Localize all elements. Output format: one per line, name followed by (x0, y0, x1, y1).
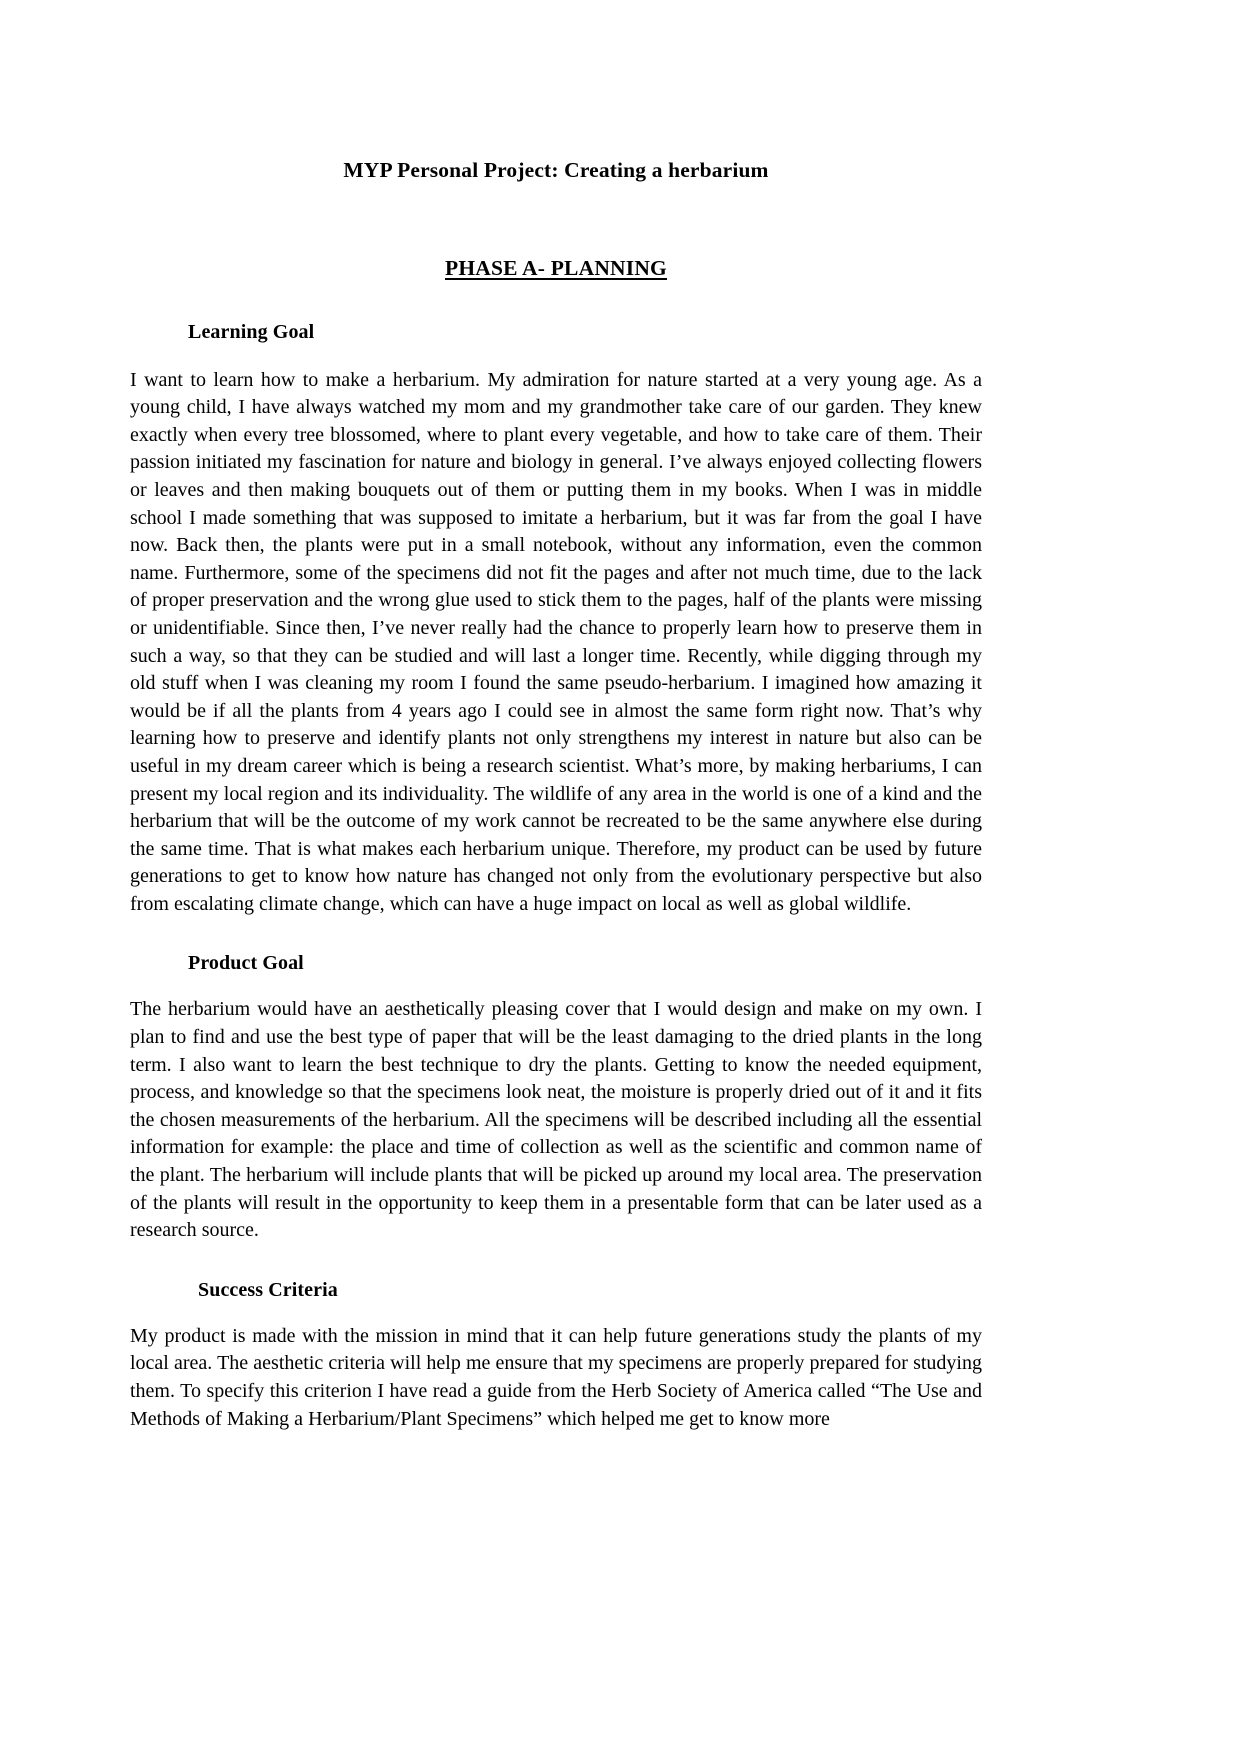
page-title: MYP Personal Project: Creating a herbarium (343, 158, 769, 182)
section-body-product-goal: The herbarium would have an aesthetically pleasing cover that I would design and make on my own. I plan to find and use the best type of paper that will be the least damaging to the dried plants in the long term. I also want to learn the best technique to dry the plants. Getting to know the needed equipment, process, and knowledge so that the specimens look neat, the moisture is properly dried out of it and it fits the chosen measurements of the herbarium. All the specimens will be described including all the essential information for example: the place and time of collection as well as the scientific and common name of the plant. The herbarium will include plants that will be picked up around my local area. The preservation of the plants will result in the opportunity to keep them in a presentable form that can be later used as a research source. (130, 998, 982, 1242)
document-content (130, 0, 982, 1433)
section-heading-success-criteria: Success Criteria (198, 1278, 338, 1301)
section-body-success-criteria: My product is made with the mission in mind that it can help future generations study the plants of my local area. The aesthetic criteria will help me ensure that my specimens are properly prepared for studying them. To specify this criterion I have read a guide from the Herb Society of America called “The Use and Methods of Making a Herbarium/Plant Specimens” which helped me get to know more (130, 1324, 982, 1430)
section-heading-product-goal: Product Goal (188, 952, 304, 975)
section-body-learning-goal: I want to learn how to make a herbarium. My admiration for nature started at a very young age. As a young child, I have always watched my mom and my grandmother take care of our garden. They knew exactly when every tree blossomed, where to plant every vegetable, and how to take care of them. Their passion initiated my fascination for nature and biology in general. I’ve always enjoyed collecting flowers or leaves and then making bouquets out of them or putting them in my books. When I was in middle school I made something that was supposed to imitate a herbarium, but it was far from the goal I have now. Back then, the plants were put in a small notebook, without any information, even the common name. Furthermore, some of the specimens did not fit the pages and after not much time, due to the lack of proper preservation and the wrong glue used to stick them to the pages, half of the plants were missing or unidentifiable. Since then, I’ve never really had the chance to properly learn how to preserve them in such a way, so that they can be studied and will last a longer time. Recently, while digging through my old stuff when I was cleaning my room I found the same pseudo-herbarium. I imagined how amazing it would be if all the plants from 4 years ago I could see in almost the same form right now. That’s why learning how to preserve and identify plants not only strengthens my interest in nature but also can be useful in my dream career which is being a research scientist. What’s more, by making herbariums, I can present my local region and its individuality. The wildlife of any area in the world is one of a kind and the herbarium that will be the outcome of my work cannot be recreated to be the same anywhere else during the same time. That is what makes each herbarium unique. Therefore, my product can be used by future generations to get to know how nature has changed not only from the evolutionary perspective but also from escalating climate change, which can have a huge impact on local as well as global wildlife. (130, 368, 982, 915)
phase-heading-container (130, 184, 982, 282)
phase-heading: PHASE A- PLANNING (444, 255, 667, 280)
section-heading-learning-goal: Learning Goal (188, 320, 315, 343)
